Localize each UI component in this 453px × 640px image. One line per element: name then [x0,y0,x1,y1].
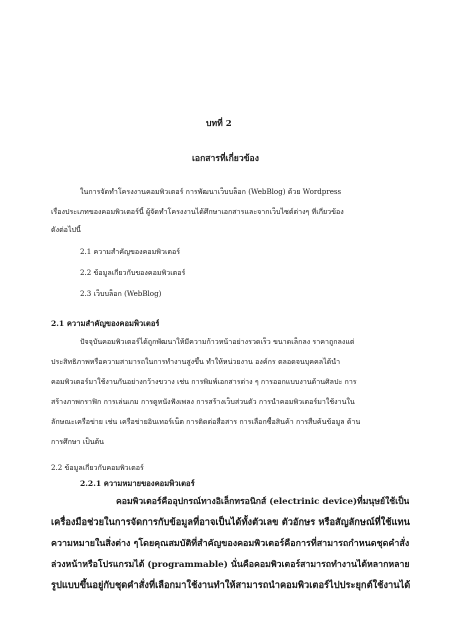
chapter-title: เอกสารที่เกี่ยวข้อง [192,154,259,164]
paragraph-line: คอมพิวเตอร์คืออุปกรณ์ทางอิเล็กทรอนิกส์ (electrinic device)ที่มนุษย์ใช้เป็น [116,497,410,507]
paragraph-line: รูปแบบขึ้นอยู่กับชุดคำสั่งที่เลือกมาใช้งานทำให้สามารถนำคอมพิวเตอร์ไปประยุกต์ใช้งานได้ [51,580,411,591]
toc-item: 2.3 เว็บบล็อก (WebBlog) [80,289,162,298]
paragraph-line: ประสิทธิภาพหรือความสามารถในการทำงานสูงขึ้น ทำให้หน่วยงาน องค์กร ตลอดจนบุคคลได้นำ [51,357,341,366]
chapter-number: บทที่ 2 [206,119,232,129]
paragraph-line: ปัจจุบันคอมพิวเตอร์ได้ถูกพัฒนาให้มีความก้าวหน้าอย่างรวดเร็ว ขนาดเล็กลง ราคาถูกลงแต่ [80,337,355,346]
paragraph-line: ลักษณะเครือข่าย เช่น เครือข่ายอินเทอร์เน็ต การติดต่อสื่อสาร การเลือกซื้อสินค้า การสืบค้นข้อมูล ด้าน [51,417,361,426]
intro-line: ดังต่อไปนี้ [51,225,81,234]
toc-item: 2.1 ความสำคัญของคอมพิวเตอร์ [80,247,181,256]
toc-item: 2.2 ข้อมูลเกี่ยวกับของคอมพิวเตอร์ [80,268,186,277]
paragraph-line: เครื่องมือช่วยในการจัดการกับข้อมูลที่อาจเป็นได้ทั้งตัวเลข ตัวอักษร หรือสัญลักษณ์ที่ใช้แทน [51,517,410,528]
paragraph-line: การศึกษา เป็นต้น [51,437,105,446]
paragraph-line: ความหมายในสิ่งต่าง ๆโดยคุณสมบัติที่สำคัญของคอมพิวเตอร์คือการที่สามารถกำหนดชุดคำสั่ง [51,539,410,549]
section-heading: 2.2 ข้อมูลเกี่ยวกับคอมพิวเตอร์ [51,463,144,472]
intro-line: ในการจัดทำโครงงานคอมพิวเตอร์ การพัฒนาเว็บบล็อก (WebBlog) ด้วย Wordpress [80,187,342,196]
paragraph-line: คอมพิวเตอร์มาใช้งานกันอย่างกว้างขวาง เช่น การพิมพ์เอกสารต่าง ๆ การออกแบบงานด้านศิลปะ การ [51,377,357,386]
section-heading: 2.1 ความสำคัญของคอมพิวเตอร์ [51,319,160,328]
intro-line: เรื่องประเภทของคอมพิวเตอร์นี้ ผู้จัดทำโครงงานได้ศึกษาเอกสารและจากเว็บไซต์ต่างๆ ที่เกี่ยวข้อง [51,207,344,216]
subsection-heading: 2.2.1 ความหมายของคอมพิวเตอร์ [80,479,195,488]
paragraph-line: ล่วงหน้าหรือโปรแกรมได้ (programmable) นั่นคือคอมพิวเตอร์สามารถทำงานได้หลากหลาย [51,560,410,570]
paragraph-line: สร้างภาพกราฟิก การเล่นเกม การดูหนังฟังเพลง การสร้างเว็บส่วนตัว การนำคอมพิวเตอร์มาใช้งานใน [51,397,355,406]
